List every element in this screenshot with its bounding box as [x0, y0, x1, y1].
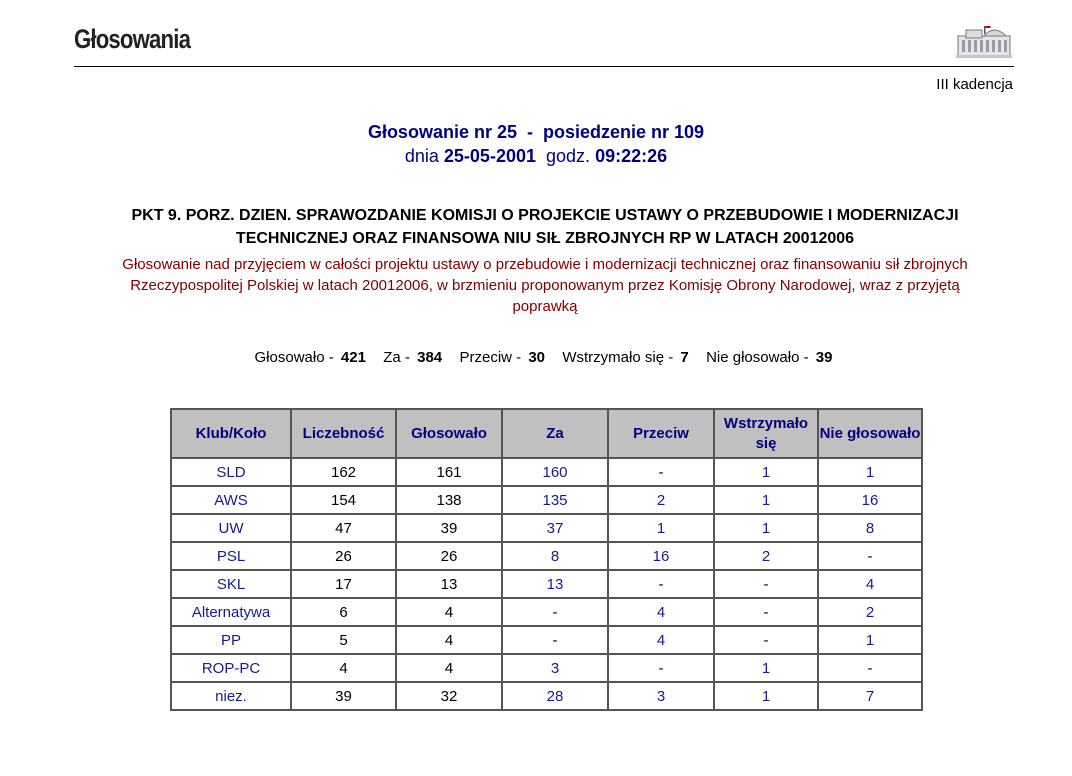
- cell-size: 39: [291, 682, 396, 710]
- abstain-count: 7: [680, 349, 689, 366]
- cell-for: -: [502, 598, 608, 626]
- kadencja-label: III kadencja: [936, 76, 1013, 93]
- cell-against[interactable]: 1: [608, 514, 714, 542]
- cell-novote[interactable]: 2: [818, 598, 922, 626]
- cell-for[interactable]: 160: [502, 458, 608, 486]
- table-row: [171, 654, 922, 682]
- cell-novote[interactable]: 16: [818, 486, 922, 514]
- cell-for[interactable]: 37: [502, 514, 608, 542]
- table-row: [171, 458, 922, 486]
- cell-club[interactable]: UW: [171, 514, 291, 542]
- voted-label: Głosowało -: [254, 349, 334, 366]
- cell-abstain[interactable]: 2: [714, 542, 818, 570]
- cell-against[interactable]: 3: [608, 682, 714, 710]
- cell-abstain: -: [714, 626, 818, 654]
- cell-voted: 161: [396, 458, 502, 486]
- cell-novote[interactable]: 7: [818, 682, 922, 710]
- cell-abstain[interactable]: 1: [714, 682, 818, 710]
- cell-novote[interactable]: 1: [818, 458, 922, 486]
- cell-novote[interactable]: 8: [818, 514, 922, 542]
- header-novote: Nie głosowało: [818, 409, 922, 458]
- cell-club[interactable]: PSL: [171, 542, 291, 570]
- cell-voted: 32: [396, 682, 502, 710]
- cell-size: 47: [291, 514, 396, 542]
- cell-for[interactable]: 8: [502, 542, 608, 570]
- cell-against[interactable]: 4: [608, 598, 714, 626]
- cell-size: 4: [291, 654, 396, 682]
- date-prefix: dnia: [404, 146, 439, 166]
- cell-size: 162: [291, 458, 396, 486]
- table-header-row: [171, 409, 922, 458]
- cell-club[interactable]: PP: [171, 626, 291, 654]
- sejm-building-icon: [956, 22, 1012, 58]
- cell-voted: 4: [396, 654, 502, 682]
- time-prefix: godz.: [546, 146, 591, 166]
- cell-size: 154: [291, 486, 396, 514]
- cell-club[interactable]: SKL: [171, 570, 291, 598]
- cell-abstain[interactable]: 1: [714, 458, 818, 486]
- table-row: [171, 570, 922, 598]
- against-count: 30: [528, 349, 546, 366]
- header-size: Liczebność: [291, 409, 396, 458]
- cell-against: -: [608, 654, 714, 682]
- table-row: [171, 682, 922, 710]
- vote-topic: PKT 9. PORZ. DZIEN. SPRAWOZDANIE KOMISJI O PROJEKCIE USTAWY O PRZEBUDOWIE I MODERNIZACJI TECHNICZNEJ ORAZ FINANSOWA NIU SIŁ ZBROJNYCH RP W LATACH 20012006: [131, 207, 959, 247]
- vote-time: 09:22:26: [595, 146, 668, 166]
- cell-abstain[interactable]: 1: [714, 654, 818, 682]
- cell-against[interactable]: 2: [608, 486, 714, 514]
- cell-novote: -: [818, 542, 922, 570]
- vote-date: 25-05-2001: [443, 146, 536, 166]
- table-row: [171, 486, 922, 514]
- header-club: Klub/Koło: [171, 409, 291, 458]
- cell-against[interactable]: 16: [608, 542, 714, 570]
- cell-for[interactable]: 3: [502, 654, 608, 682]
- novote-count: 39: [815, 349, 833, 366]
- cell-voted: 138: [396, 486, 502, 514]
- cell-against: -: [608, 570, 714, 598]
- vote-summary: [0, 349, 1072, 366]
- cell-for[interactable]: 28: [502, 682, 608, 710]
- for-label: Za -: [383, 349, 410, 366]
- cell-novote[interactable]: 4: [818, 570, 922, 598]
- vote-title: Głosowanie nr 25 - posiedzenie nr 109: [367, 122, 705, 142]
- cell-voted: 26: [396, 542, 502, 570]
- vote-date-line: [0, 146, 1072, 167]
- header-for: Za: [502, 409, 608, 458]
- cell-club[interactable]: ROP-PC: [171, 654, 291, 682]
- for-count: 384: [417, 349, 443, 366]
- cell-club[interactable]: AWS: [171, 486, 291, 514]
- cell-novote[interactable]: 1: [818, 626, 922, 654]
- voted-count: 421: [340, 349, 366, 366]
- against-label: Przeciw -: [459, 349, 522, 366]
- cell-size: 6: [291, 598, 396, 626]
- cell-voted: 4: [396, 626, 502, 654]
- table-row: [171, 542, 922, 570]
- page-header: [74, 22, 1014, 67]
- cell-for[interactable]: 135: [502, 486, 608, 514]
- cell-abstain[interactable]: 1: [714, 486, 818, 514]
- cell-voted: 39: [396, 514, 502, 542]
- vote-description: Głosowanie nad przyjęciem w całości projektu ustawy o przebudowie i modernizacji technicznej oraz finansowaniu sił zbrojnych Rzeczypospolitej Polskiej w latach 20012006, w brzmieniu proponowanym przez Komisję Obrony Narodowej, wraz z przyjętą poprawką: [122, 256, 968, 315]
- cell-club[interactable]: niez.: [171, 682, 291, 710]
- cell-size: 5: [291, 626, 396, 654]
- table-row: [171, 514, 922, 542]
- cell-abstain: -: [714, 570, 818, 598]
- glosowania-logo: Głosowania: [74, 24, 191, 54]
- cell-abstain[interactable]: 1: [714, 514, 818, 542]
- cell-against[interactable]: 4: [608, 626, 714, 654]
- header-against: Przeciw: [608, 409, 714, 458]
- novote-label: Nie głosowało -: [706, 349, 809, 366]
- cell-for[interactable]: 13: [502, 570, 608, 598]
- table-row: [171, 598, 922, 626]
- club-votes-table: [170, 408, 923, 711]
- abstain-label: Wstrzymało się -: [562, 349, 674, 366]
- cell-club[interactable]: SLD: [171, 458, 291, 486]
- cell-club[interactable]: Alternatywa: [171, 598, 291, 626]
- cell-abstain: -: [714, 598, 818, 626]
- header-abstain: Wstrzymało się: [714, 409, 818, 458]
- cell-size: 26: [291, 542, 396, 570]
- table-row: [171, 626, 922, 654]
- cell-against: -: [608, 458, 714, 486]
- cell-voted: 4: [396, 598, 502, 626]
- cell-voted: 13: [396, 570, 502, 598]
- cell-novote: -: [818, 654, 922, 682]
- header-voted: Głosowało: [396, 409, 502, 458]
- cell-for: -: [502, 626, 608, 654]
- cell-size: 17: [291, 570, 396, 598]
